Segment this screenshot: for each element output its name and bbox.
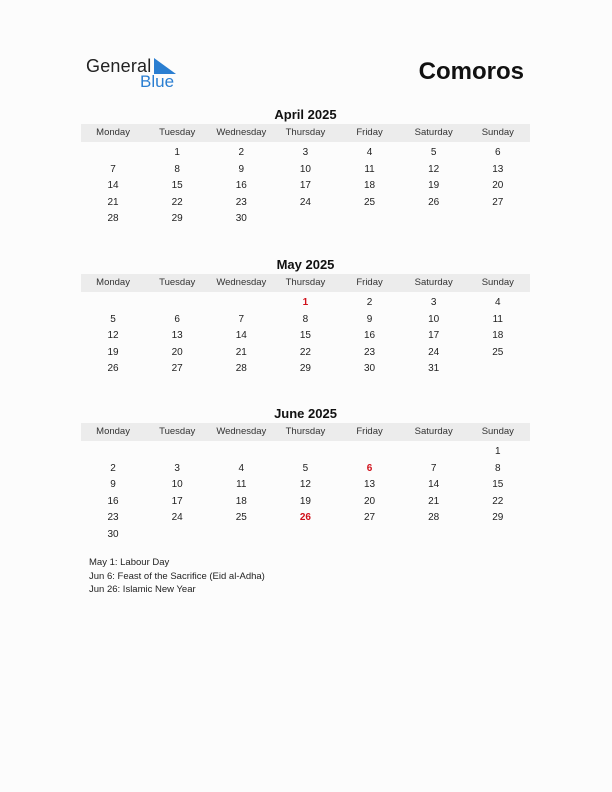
holiday-day-cell: 26 (299, 512, 311, 523)
day-cell: 2 (238, 147, 245, 158)
empty-day-cell (81, 444, 145, 461)
day-cell: 29 (299, 363, 311, 374)
day-cell: 13 (171, 330, 183, 341)
day-cell: 27 (492, 196, 504, 208)
day-cell: 26 (107, 363, 119, 374)
weekday-label: Sunday (481, 277, 514, 288)
month-title: May 2025 (276, 257, 335, 272)
weekday-label: Monday (96, 277, 130, 288)
day-cell: 10 (299, 163, 311, 175)
day-cell: 21 (428, 495, 440, 507)
day-cell: 24 (171, 512, 183, 523)
weekday-label: Tuesday (159, 277, 196, 288)
empty-day-cell (273, 527, 337, 544)
weekday-label: Wednesday (216, 127, 267, 138)
weekday-label: Saturday (414, 127, 453, 138)
weekday-label: Tuesday (159, 426, 196, 437)
day-cell: 18 (492, 330, 504, 341)
day-cell: 15 (492, 479, 504, 490)
day-cell: 15 (171, 180, 183, 191)
day-cell: 14 (235, 330, 247, 341)
empty-day-cell (209, 444, 273, 461)
day-cell: 8 (174, 163, 180, 175)
day-cell: 17 (299, 180, 311, 191)
day-cell: 20 (171, 346, 183, 358)
month-calendar (81, 405, 530, 543)
day-cell: 2 (366, 297, 373, 308)
day-cell: 5 (110, 313, 116, 325)
empty-day-cell (209, 527, 273, 544)
day-cell: 10 (428, 313, 440, 325)
empty-day-cell (81, 145, 145, 162)
day-cell: 4 (366, 147, 373, 158)
day-cell: 20 (492, 180, 504, 191)
day-cell: 11 (364, 163, 375, 175)
week-row (81, 477, 530, 494)
weekday-label: Monday (96, 426, 130, 437)
empty-day-cell (402, 211, 466, 228)
day-cell: 30 (107, 528, 119, 540)
empty-day-cell (402, 527, 466, 544)
day-cell: 17 (428, 330, 440, 341)
logo-word-blue: Blue (140, 72, 175, 91)
day-cell: 19 (299, 495, 311, 507)
week-row (81, 328, 530, 345)
day-cell: 9 (238, 163, 245, 175)
holiday-day-cell: 6 (366, 462, 373, 474)
month-calendar (81, 256, 530, 378)
month-title: April 2025 (274, 107, 337, 122)
day-cell: 3 (174, 462, 180, 474)
day-cell: 20 (364, 495, 376, 507)
day-cell: 3 (302, 147, 309, 158)
day-cell: 24 (299, 196, 311, 208)
day-cell: 7 (238, 313, 245, 325)
day-cell: 16 (235, 180, 247, 191)
holiday-note: Jun 26: Islamic New Year (89, 584, 196, 595)
day-cell: 7 (430, 462, 437, 474)
empty-day-cell (209, 295, 273, 312)
weekday-label: Monday (96, 127, 130, 138)
day-cell: 8 (302, 313, 309, 325)
week-row (81, 461, 530, 478)
weekday-label: Tuesday (159, 127, 196, 138)
week-row (81, 510, 530, 527)
day-cell: 17 (171, 495, 183, 507)
weekday-label: Sunday (481, 426, 514, 437)
day-cell: 19 (428, 180, 440, 191)
day-cell: 1 (174, 147, 180, 158)
weekday-label: Wednesday (216, 426, 267, 437)
day-cell: 11 (236, 479, 247, 490)
day-cell: 15 (299, 330, 311, 341)
empty-day-cell (466, 361, 530, 378)
day-cell: 1 (495, 446, 501, 457)
day-cell: 29 (492, 512, 504, 523)
holiday-note: Jun 6: Feast of the Sacrifice (Eid al-Adha) (89, 570, 265, 582)
day-cell: 18 (364, 180, 376, 191)
weekday-label: Friday (356, 426, 383, 437)
empty-day-cell (402, 444, 466, 461)
week-row (81, 162, 530, 179)
weekday-header (81, 124, 530, 142)
logo-word-general: General (86, 56, 152, 76)
weekday-label: Sunday (481, 127, 514, 138)
week-row (81, 145, 530, 162)
day-cell: 16 (107, 495, 119, 507)
day-cell: 14 (107, 180, 119, 191)
day-cell: 25 (492, 346, 504, 358)
empty-day-cell (338, 444, 402, 461)
day-cell: 24 (428, 346, 440, 358)
day-cell: 22 (171, 196, 183, 208)
day-cell: 12 (428, 163, 440, 175)
empty-day-cell (145, 527, 209, 544)
day-cell: 30 (235, 213, 247, 224)
day-cell: 7 (110, 163, 116, 175)
day-cell: 16 (364, 330, 376, 341)
weekday-label: Thursday (285, 277, 326, 288)
month-calendar (81, 106, 530, 228)
weekday-label: Thursday (285, 426, 326, 437)
empty-day-cell (338, 211, 402, 228)
empty-day-cell (338, 527, 402, 544)
day-cell: 8 (495, 462, 501, 474)
day-cell: 21 (235, 346, 247, 358)
day-cell: 4 (238, 462, 245, 474)
holiday-day-cell: 1 (302, 297, 309, 308)
day-cell: 31 (428, 363, 440, 374)
day-cell: 9 (110, 479, 116, 490)
day-cell: 27 (171, 363, 183, 374)
day-cell: 13 (364, 479, 376, 490)
weekday-label: Saturday (414, 426, 453, 437)
empty-day-cell (145, 295, 209, 312)
day-cell: 5 (302, 462, 309, 474)
weekday-label: Saturday (414, 277, 453, 288)
day-cell: 4 (495, 297, 501, 308)
weekday-label: Wednesday (216, 277, 267, 288)
day-cell: 26 (428, 196, 440, 208)
day-cell: 25 (235, 512, 247, 523)
empty-day-cell (273, 444, 337, 461)
day-cell: 13 (492, 163, 504, 175)
week-row (81, 361, 530, 378)
day-cell: 10 (171, 479, 183, 490)
day-cell: 22 (492, 495, 504, 507)
country-title: Comoros (418, 58, 524, 85)
day-cell: 14 (428, 479, 440, 490)
day-cell: 22 (299, 346, 311, 358)
weekday-header (81, 423, 530, 441)
day-cell: 18 (235, 495, 247, 507)
week-row (81, 444, 530, 461)
week-row (81, 494, 530, 511)
month-title: June 2025 (274, 406, 337, 421)
week-row (81, 178, 530, 195)
day-cell: 28 (428, 512, 440, 523)
day-cell: 25 (364, 196, 376, 208)
week-row (81, 312, 530, 329)
generalblue-logo (86, 56, 186, 94)
weekday-label: Friday (356, 277, 383, 288)
day-cell: 9 (366, 313, 373, 325)
day-cell: 6 (495, 147, 501, 158)
empty-day-cell (81, 295, 145, 312)
empty-day-cell (466, 527, 530, 544)
day-cell: 3 (430, 297, 437, 308)
week-row (81, 295, 530, 312)
day-cell: 12 (299, 479, 311, 490)
day-cell: 28 (235, 363, 247, 374)
day-cell: 11 (492, 313, 503, 325)
day-cell: 12 (107, 330, 119, 341)
holiday-notes (89, 556, 265, 597)
day-cell: 5 (430, 147, 437, 158)
day-cell: 19 (107, 346, 119, 358)
empty-day-cell (466, 211, 530, 228)
weekday-label: Friday (356, 127, 383, 138)
week-row (81, 195, 530, 212)
day-cell: 27 (364, 512, 376, 523)
empty-day-cell (273, 211, 337, 228)
day-cell: 21 (107, 196, 119, 208)
day-cell: 29 (171, 213, 183, 224)
day-cell: 30 (364, 363, 376, 374)
weekday-label: Thursday (285, 127, 326, 138)
holiday-note: May 1: Labour Day (89, 557, 170, 568)
day-cell: 23 (107, 512, 119, 523)
week-row (81, 527, 530, 544)
day-cell: 23 (364, 346, 376, 358)
day-cell: 2 (110, 462, 116, 474)
weekday-header (81, 274, 530, 292)
empty-day-cell (145, 444, 209, 461)
week-row (81, 211, 530, 228)
day-cell: 6 (174, 313, 180, 325)
day-cell: 23 (235, 196, 247, 208)
week-row (81, 345, 530, 362)
day-cell: 28 (107, 213, 119, 224)
